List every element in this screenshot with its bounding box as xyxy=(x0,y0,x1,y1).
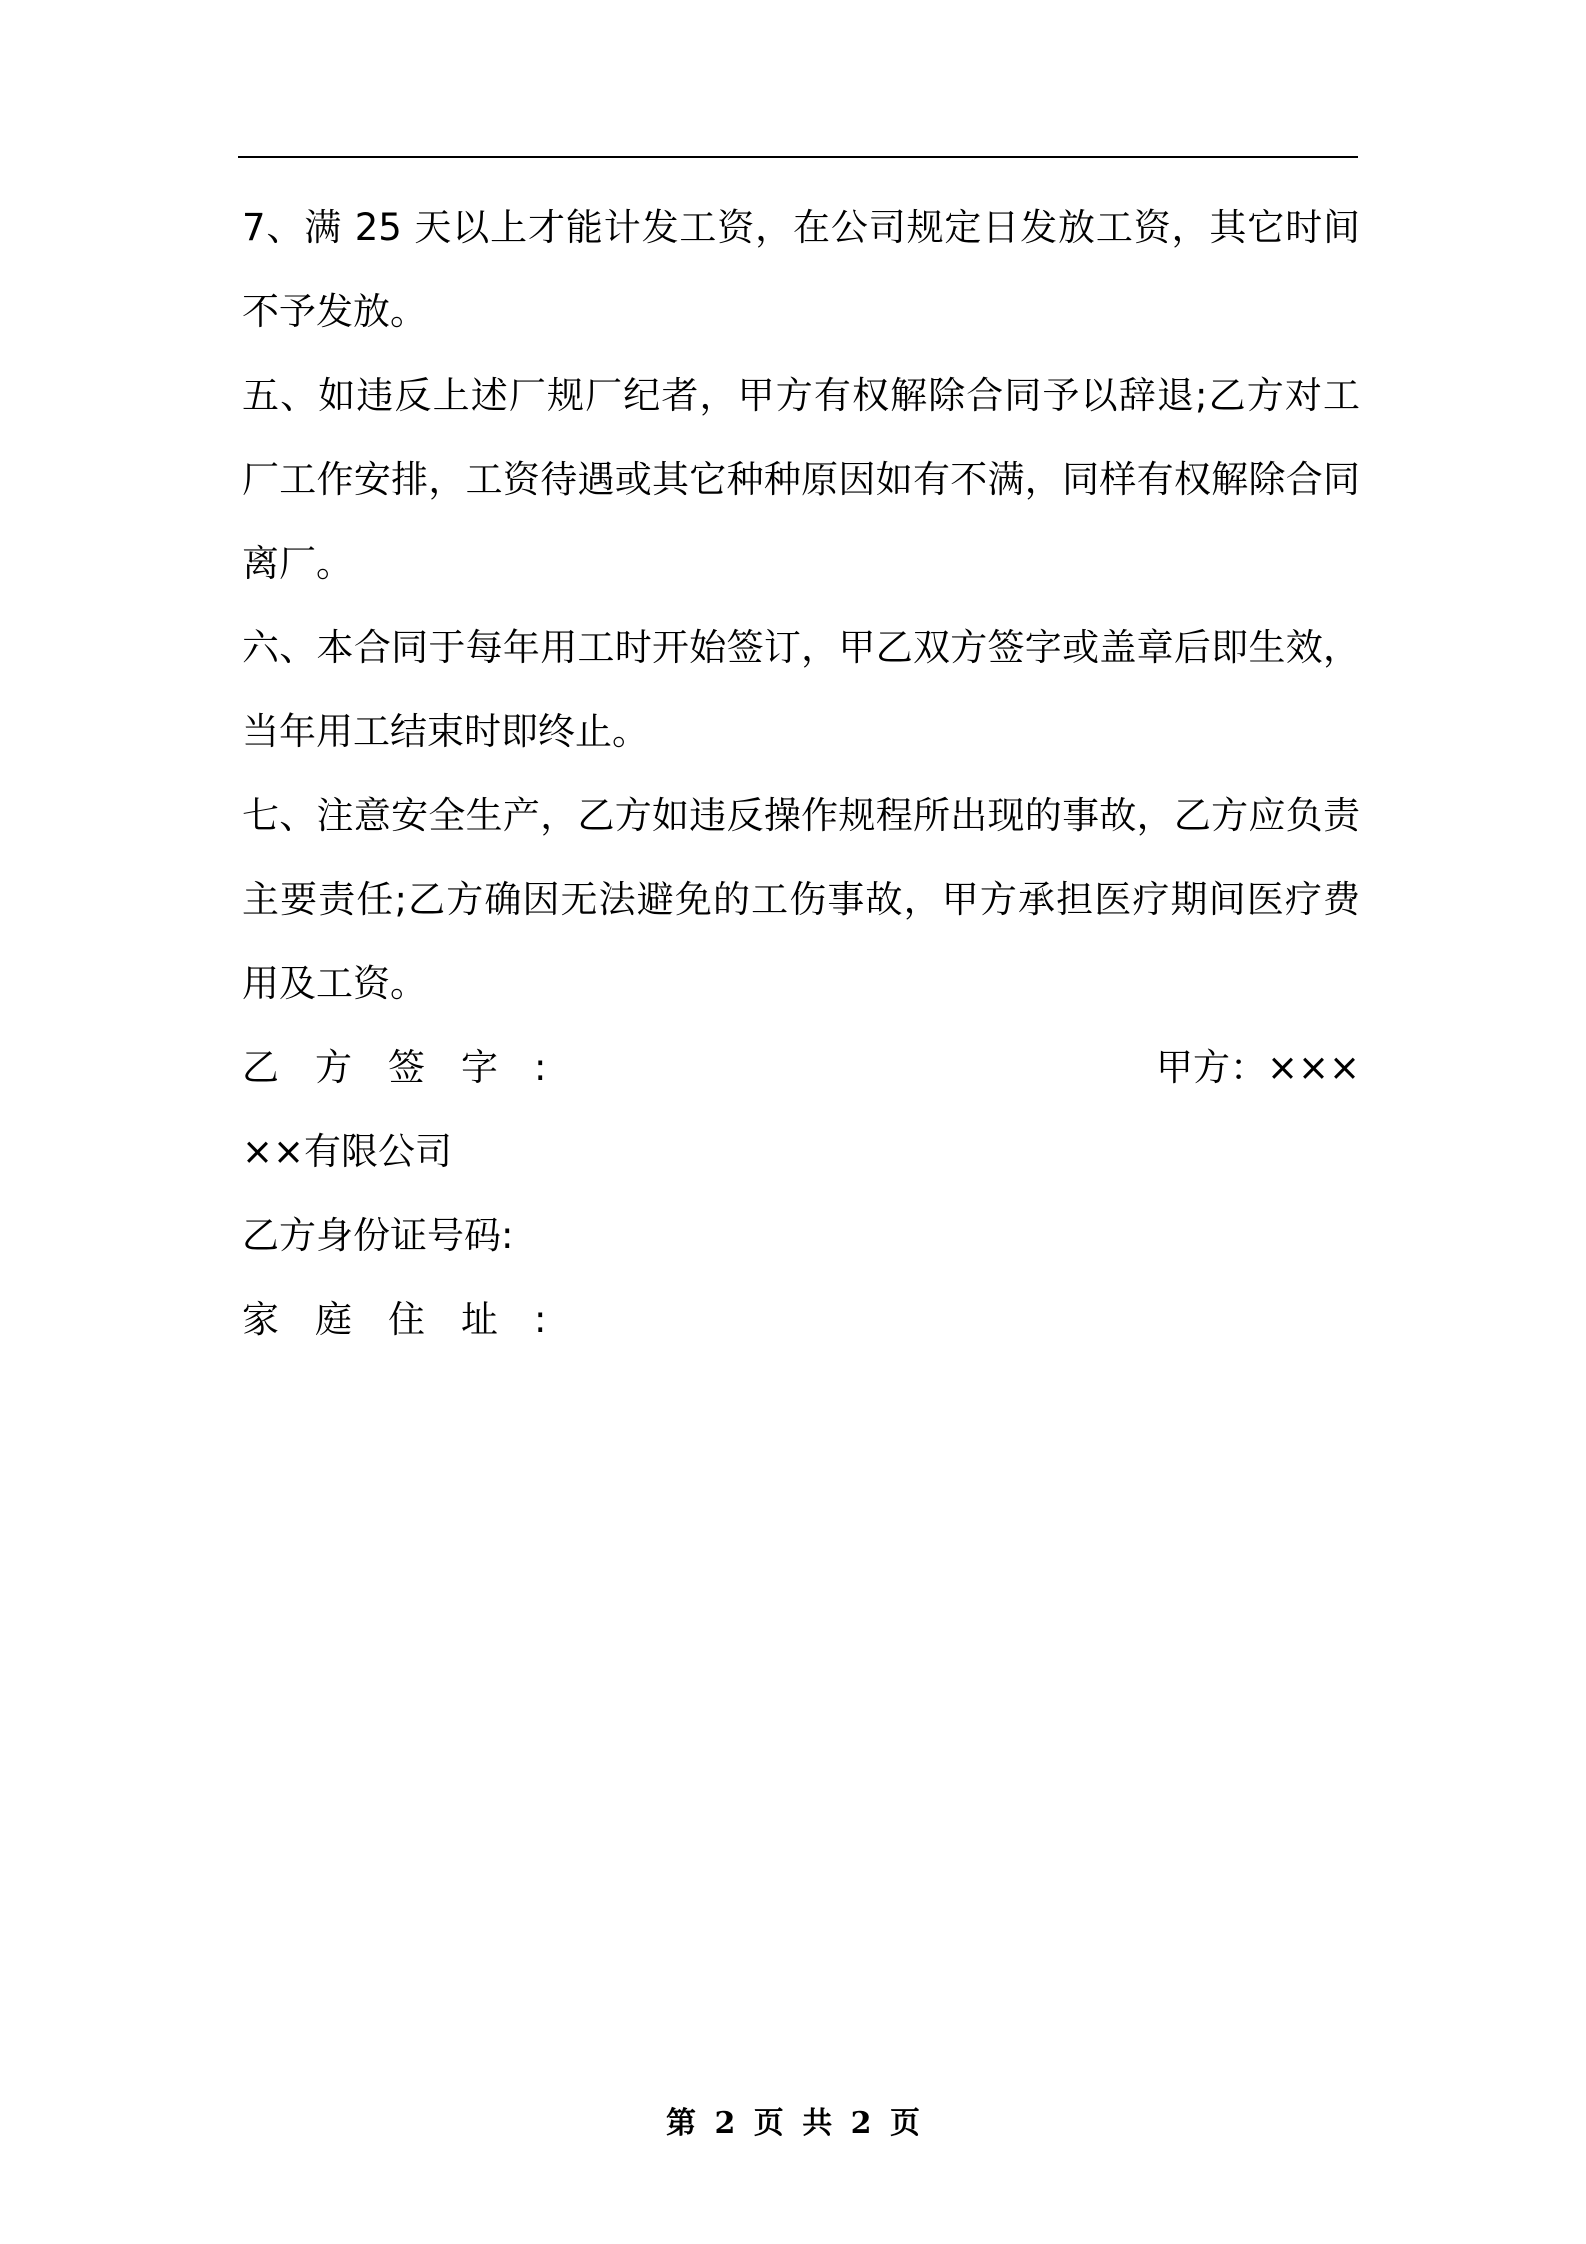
party-a-company: ××有限公司 xyxy=(242,1130,453,1173)
clause-six-line-2: 当年用工结束时即终止。 xyxy=(242,710,649,753)
clause-seven-line-1: 七、注意安全生产，乙方如违反操作规程所出现的事故，乙方应负责 xyxy=(242,794,1360,837)
contract-body xyxy=(242,186,1360,1362)
signature-row xyxy=(242,1026,1360,1110)
clause-five-line-3: 离厂。 xyxy=(242,542,353,585)
clause-seven-line-3: 用及工资。 xyxy=(242,962,427,1005)
clause-7-line-1: 7、满 25 天以上才能计发工资，在公司规定日发放工资，其它时间 xyxy=(242,206,1360,249)
header-rule xyxy=(238,156,1358,158)
home-address-label: 家庭住址: xyxy=(242,1298,583,1341)
clause-six-line-1: 六、本合同于每年用工时开始签订，甲乙双方签字或盖章后即生效， xyxy=(242,626,1360,669)
party-b-signature-label: 乙方签字: xyxy=(242,1046,583,1089)
clause-five-line-1: 五、如违反上述厂规厂纪者，甲方有权解除合同予以辞退;乙方对工 xyxy=(242,374,1360,417)
clause-7-line-2: 不予发放。 xyxy=(242,290,427,333)
clause-five-line-2: 厂工作安排，工资待遇或其它种种原因如有不满，同样有权解除合同 xyxy=(242,458,1360,501)
party-b-id-number-label: 乙方身份证号码: xyxy=(242,1214,514,1257)
clause-seven-line-2: 主要责任;乙方确因无法避免的工伤事故，甲方承担医疗期间医疗费 xyxy=(242,878,1360,921)
party-a-label: 甲方：××× xyxy=(1155,1046,1360,1089)
page-number: 第 2 页 共 2 页 xyxy=(666,2106,920,2141)
